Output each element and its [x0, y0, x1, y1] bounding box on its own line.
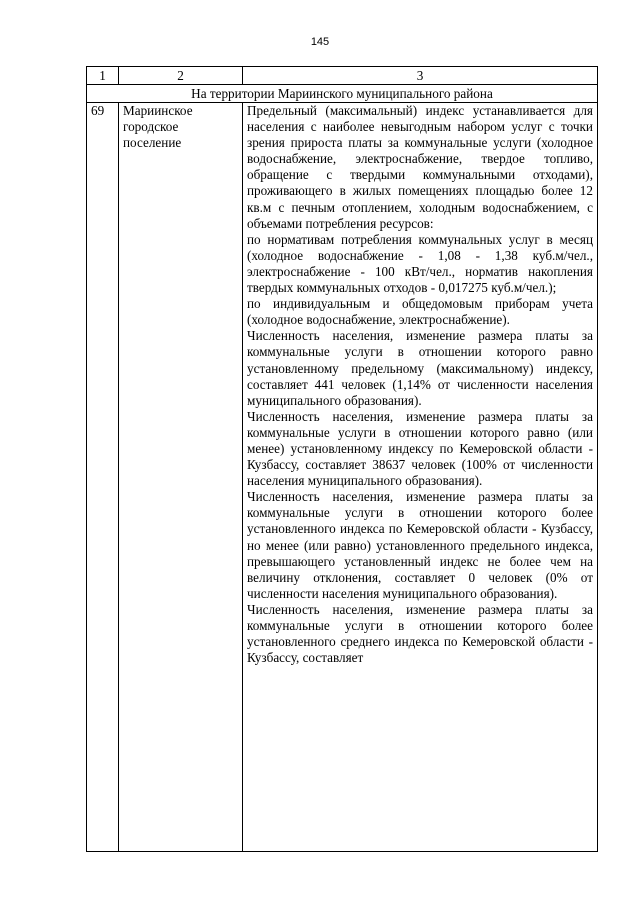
- column-header-1: 1: [87, 67, 119, 85]
- paragraph: Численность населения, изменение размера платы за коммунальные услуги в отношении которого равно установленному предельному (максимальному) индексу, составляет 441 человек (1,14% от численности населения муниципального образования).: [247, 328, 593, 408]
- territory-row: [87, 85, 598, 103]
- column-header-3: 3: [243, 67, 598, 85]
- index-description: [243, 103, 598, 852]
- paragraph: по индивидуальным и общедомовым приборам учета (холодное водоснабжение, электроснабжение).: [247, 296, 593, 328]
- settlement-name: Мариинское городское поселение: [119, 103, 243, 852]
- column-header-2: 2: [119, 67, 243, 85]
- table-row: [87, 103, 598, 852]
- page-number: 145: [310, 36, 330, 48]
- paragraph: Численность населения, изменение размера платы за коммунальные услуги в отношении которого более установленного индекса по Кемеровской области - Кузбассу, но менее (или равно) установленного предельного индекса, превышающего установленный индекс не более чем на величину отклонения, составляет 0 человек (0% от численности населения муниципального образования).: [247, 489, 593, 601]
- paragraph: по нормативам потребления коммунальных услуг в месяц (холодное водоснабжение - 1,08 - 1,38 куб.м/чел., электроснабжение - 100 кВт/чел., норматив накопления твердых коммунальных отходов - 0,017275 куб.м/чел.);: [247, 231, 593, 296]
- table-header-row: [87, 67, 598, 85]
- paragraph: Численность населения, изменение размера платы за коммунальные услуги в отношении которого более установленного среднего индекса по Кемеровской области - Кузбассу, составляет: [247, 601, 593, 666]
- territory-heading: На территории Мариинского муниципального района: [87, 85, 598, 103]
- tariff-table: [86, 66, 598, 852]
- paragraph: Предельный (максимальный) индекс устанавливается для населения с наиболее невыгодным набором услуг с точки зрения прироста платы за коммунальные услуги (холодное водоснабжение, электроснабжение, твердое топливо, обращение с твердыми коммунальными отходами), проживающего в жилых помещениях площадью более 12 кв.м с печным отоплением, холодным водоснабжением, с объемами потребления ресурсов:: [247, 103, 593, 231]
- paragraph: Численность населения, изменение размера платы за коммунальные услуги в отношении которого равно (или менее) установленному индексу по Кемеровской области - Кузбассу, составляет 38637 человек (100% от численности населения муниципального образования).: [247, 408, 593, 489]
- row-number: 69: [87, 103, 119, 852]
